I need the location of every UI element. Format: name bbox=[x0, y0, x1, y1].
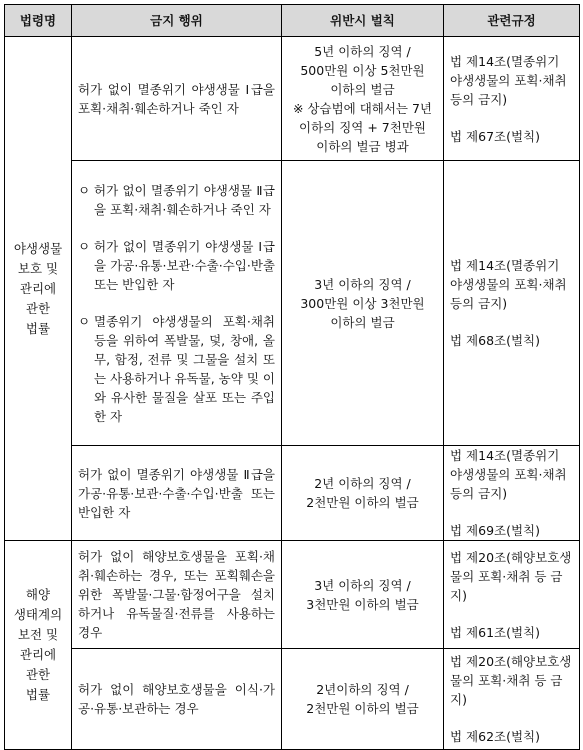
prohibited-act-cell: 허가 없이 멸종위기 야생생물 Ⅱ급을 가공·유통·보관·수출·수입·반출 또는 반입한 자 bbox=[72, 446, 282, 541]
regulation-cell bbox=[444, 649, 580, 750]
prohibited-act-cell: 허가 없이 해양보호생물을 이식·가공·유통·보관하는 경우 bbox=[72, 649, 282, 750]
regulation-cell bbox=[444, 446, 580, 541]
regulation-sub: 법 제68조(벌칙) bbox=[450, 333, 541, 348]
penalty-cell: 2년이하의 징역 / 2천만원 이하의 벌금 bbox=[282, 649, 444, 750]
regulation-cell bbox=[444, 541, 580, 649]
list-item: ㅇ 허가 없이 멸종위기 야생생물 Ⅱ급을 포획·채취·훼손하거나 죽인 자 bbox=[78, 182, 275, 217]
table-row bbox=[5, 37, 580, 161]
regulation-main: 법 제14조(멸종위기 야생생물의 포획·채취등의 금지) bbox=[450, 258, 567, 311]
table-row bbox=[5, 446, 580, 541]
regulation-main: 법 제14조(멸종위기 야생생물의 포획·채취등의 금지) bbox=[450, 53, 567, 107]
penalty-note: ※ 상습범에 대해서는 7년 이하의 징역 + 7천만원 이하의 벌금 병과 bbox=[292, 100, 433, 154]
penalty-cell: 3년 이하의 징역 / 300만원 이상 3천만원 이하의 벌금 bbox=[282, 161, 444, 446]
header-penalty: 위반시 벌칙 bbox=[282, 5, 444, 37]
penalty-cell: 5년 이하의 징역 / 500만원 이상 5천만원 이하의 벌금 ※ 상습범에 대해서는 7년 이하의 징역 + 7천만원 이하의 벌금 병과 bbox=[282, 37, 444, 161]
list-item: ㅇ 멸종위기 야생생물의 포획·채취 등을 위하여 폭발물, 덫, 창애, 올무, 함정, 전류 및 그물을 설치 또는 사용하거나 유독물, 농약 및 이와 유사한 물질을 살포 또는 주입한 자 bbox=[78, 313, 275, 424]
regulation-sub: 법 제67조(벌칙) bbox=[450, 128, 541, 144]
header-regulation: 관련규정 bbox=[444, 5, 580, 37]
table-row bbox=[5, 161, 580, 446]
regulation-cell bbox=[444, 161, 580, 446]
header-prohibited-acts: 금지 행위 bbox=[72, 5, 282, 37]
table-row bbox=[5, 541, 580, 649]
regulation-cell bbox=[444, 37, 580, 161]
bullet-mark: ㅇ bbox=[78, 238, 91, 254]
header-row bbox=[5, 5, 580, 37]
penalty-cell: 3년 이하의 징역 / 3천만원 이하의 벌금 bbox=[282, 541, 444, 649]
bullet-mark: ㅇ bbox=[78, 313, 91, 329]
bullet-mark: ㅇ bbox=[78, 182, 91, 198]
table-row bbox=[5, 649, 580, 750]
regulation-table bbox=[4, 4, 580, 750]
regulation-main: 법 제14조(멸종위기 야생생물의 포획·채취등의 금지) bbox=[450, 448, 567, 501]
list-item: ㅇ 허가 없이 멸종위기 야생생물 Ⅰ급을 가공·유통·보관·수출·수입·반출 또는 반입한 자 bbox=[78, 238, 275, 292]
law-name-cell: 야생생물 보호 및 관리에 관한 법률 bbox=[5, 37, 72, 541]
regulation-main: 법 제20조(해양보호생물의 포획·채취 등 금지) bbox=[450, 654, 572, 707]
header-law-name: 법령명 bbox=[5, 5, 72, 37]
prohibited-act-cell bbox=[72, 161, 282, 446]
regulation-sub: 법 제61조(벌칙) bbox=[450, 624, 541, 640]
law-name-cell: 해양 생태계의 보전 및 관리에 관한 법률 bbox=[5, 541, 72, 750]
regulation-sub: 법 제62조(벌칙) bbox=[450, 729, 541, 744]
prohibited-act-cell: 허가 없이 멸종위기 야생생물 Ⅰ급을 포획·채취·훼손하거나 죽인 자 bbox=[72, 37, 282, 161]
penalty-cell: 2년 이하의 징역 / 2천만원 이하의 벌금 bbox=[282, 446, 444, 541]
regulation-main: 법 제20조(해양보호생물의 포획·채취 등 금지) bbox=[450, 549, 572, 603]
prohibited-act-cell: 허가 없이 해양보호생물을 포획·채취·훼손하는 경우, 또는 포획훼손을 위한 폭발물·그물·함정어구을 설치하거나 유독물질·전류를 사용하는 경우 bbox=[72, 541, 282, 649]
regulation-sub: 법 제69조(벌칙) bbox=[450, 523, 541, 538]
